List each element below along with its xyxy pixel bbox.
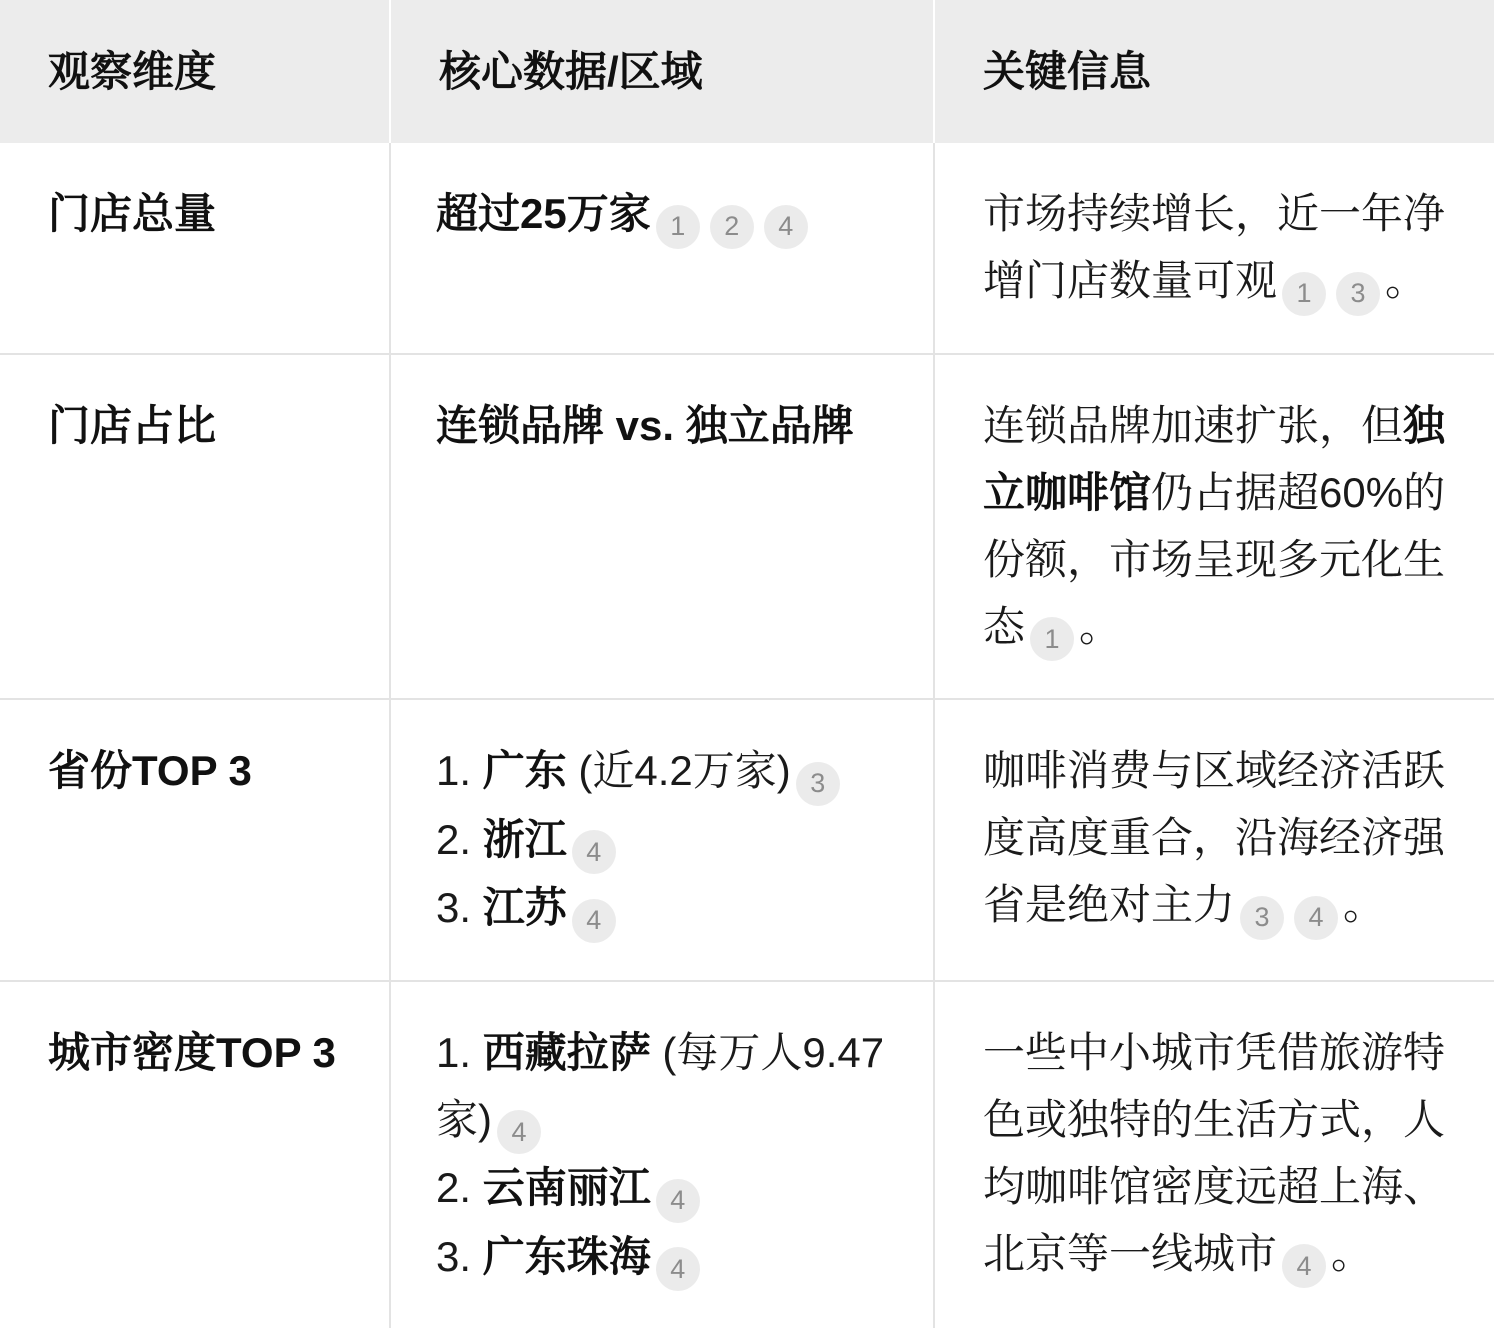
text-segment: 咖啡消费与区域经济活跃度高度重合，沿海经济强省是绝对主力 xyxy=(983,747,1445,928)
citation-badge[interactable]: 4 xyxy=(497,1110,541,1154)
key-info-cell xyxy=(933,143,1494,353)
text-segment: 。 xyxy=(1331,1230,1373,1277)
citation-badge[interactable]: 4 xyxy=(764,205,808,249)
core-data-cell xyxy=(389,143,933,353)
text-segment: 西藏拉萨 xyxy=(483,1029,651,1076)
core-data-cell xyxy=(389,982,933,1328)
citation-badge[interactable]: 1 xyxy=(1282,272,1326,316)
citation-badge[interactable]: 4 xyxy=(656,1179,700,1223)
text-segment: 广东珠海 xyxy=(483,1233,651,1280)
column-header-dimension: 观察维度 xyxy=(0,0,389,143)
table-row xyxy=(0,980,1494,1328)
text-segment: 云南丽江 xyxy=(483,1164,651,1211)
citation-badge[interactable]: 4 xyxy=(572,830,616,874)
text-segment: 市场持续增长，近一年净增门店数量可观 xyxy=(983,190,1445,304)
citation-badge[interactable]: 2 xyxy=(710,205,754,249)
dimension-label: 门店占比 xyxy=(48,402,216,449)
dimension-label: 门店总量 xyxy=(48,190,216,237)
text-segment: 连锁品牌 vs. 独立品牌 xyxy=(436,402,854,449)
key-info-cell xyxy=(933,700,1494,980)
citation-badge[interactable]: 3 xyxy=(796,762,840,806)
citation-badge[interactable]: 3 xyxy=(1240,896,1284,940)
table-row xyxy=(0,353,1494,699)
citation-badge[interactable]: 4 xyxy=(656,1247,700,1291)
ranked-list-item xyxy=(436,1019,888,1155)
citation-badge[interactable]: 1 xyxy=(656,205,700,249)
citation-badge[interactable]: 3 xyxy=(1336,272,1380,316)
citation-badge[interactable]: 4 xyxy=(572,899,616,943)
key-info-cell xyxy=(933,355,1494,699)
citation-badge[interactable]: 1 xyxy=(1030,617,1074,661)
ranked-list-item xyxy=(436,1223,888,1292)
dimension-cell xyxy=(0,355,389,699)
text-segment: 2. xyxy=(436,816,483,863)
text-segment: 。 xyxy=(1343,881,1385,928)
text-segment: 超过25万家 xyxy=(436,190,651,237)
text-segment: (每万人9.47家) xyxy=(436,1029,884,1143)
text-segment: (近4.2万家) xyxy=(567,747,791,794)
core-data-cell xyxy=(389,355,933,699)
text-segment: 江苏 xyxy=(483,884,567,931)
text-segment: 3. xyxy=(436,1233,483,1280)
column-header-core-data: 核心数据/区域 xyxy=(389,0,933,143)
citation-badge[interactable]: 4 xyxy=(1294,896,1338,940)
dimension-label: 省份TOP 3 xyxy=(48,747,252,794)
citation-badge[interactable]: 4 xyxy=(1282,1244,1326,1288)
ranked-list-item xyxy=(436,737,888,806)
text-segment: 。 xyxy=(1079,603,1121,650)
text-segment: 1. xyxy=(436,1029,483,1076)
text-segment: 浙江 xyxy=(483,816,567,863)
table-row xyxy=(0,698,1494,980)
text-segment: 独立咖啡馆 xyxy=(983,402,1445,516)
text-segment: 3. xyxy=(436,884,483,931)
text-segment: 1. xyxy=(436,747,483,794)
text-segment: 仍占据超60%的份额，市场呈现多元化生态 xyxy=(983,469,1445,650)
dimension-label: 城市密度TOP 3 xyxy=(48,1029,336,1076)
table-header-row xyxy=(0,0,1494,143)
text-segment: 广东 xyxy=(483,747,567,794)
ranked-list-item xyxy=(436,1154,888,1223)
dimension-cell xyxy=(0,700,389,980)
text-segment: 。 xyxy=(1385,257,1427,304)
column-header-key-info: 关键信息 xyxy=(933,0,1494,143)
text-segment: 一些中小城市凭借旅游特色或独特的生活方式，人均咖啡馆密度远超上海、北京等一线城市 xyxy=(983,1029,1445,1277)
text-segment: 连锁品牌加速扩张，但 xyxy=(983,402,1403,449)
dimension-cell xyxy=(0,143,389,353)
dimension-cell xyxy=(0,982,389,1328)
table-row xyxy=(0,143,1494,353)
ranked-list-item xyxy=(436,874,888,943)
key-info-cell xyxy=(933,982,1494,1328)
core-data-cell xyxy=(389,700,933,980)
text-segment: 2. xyxy=(436,1164,483,1211)
